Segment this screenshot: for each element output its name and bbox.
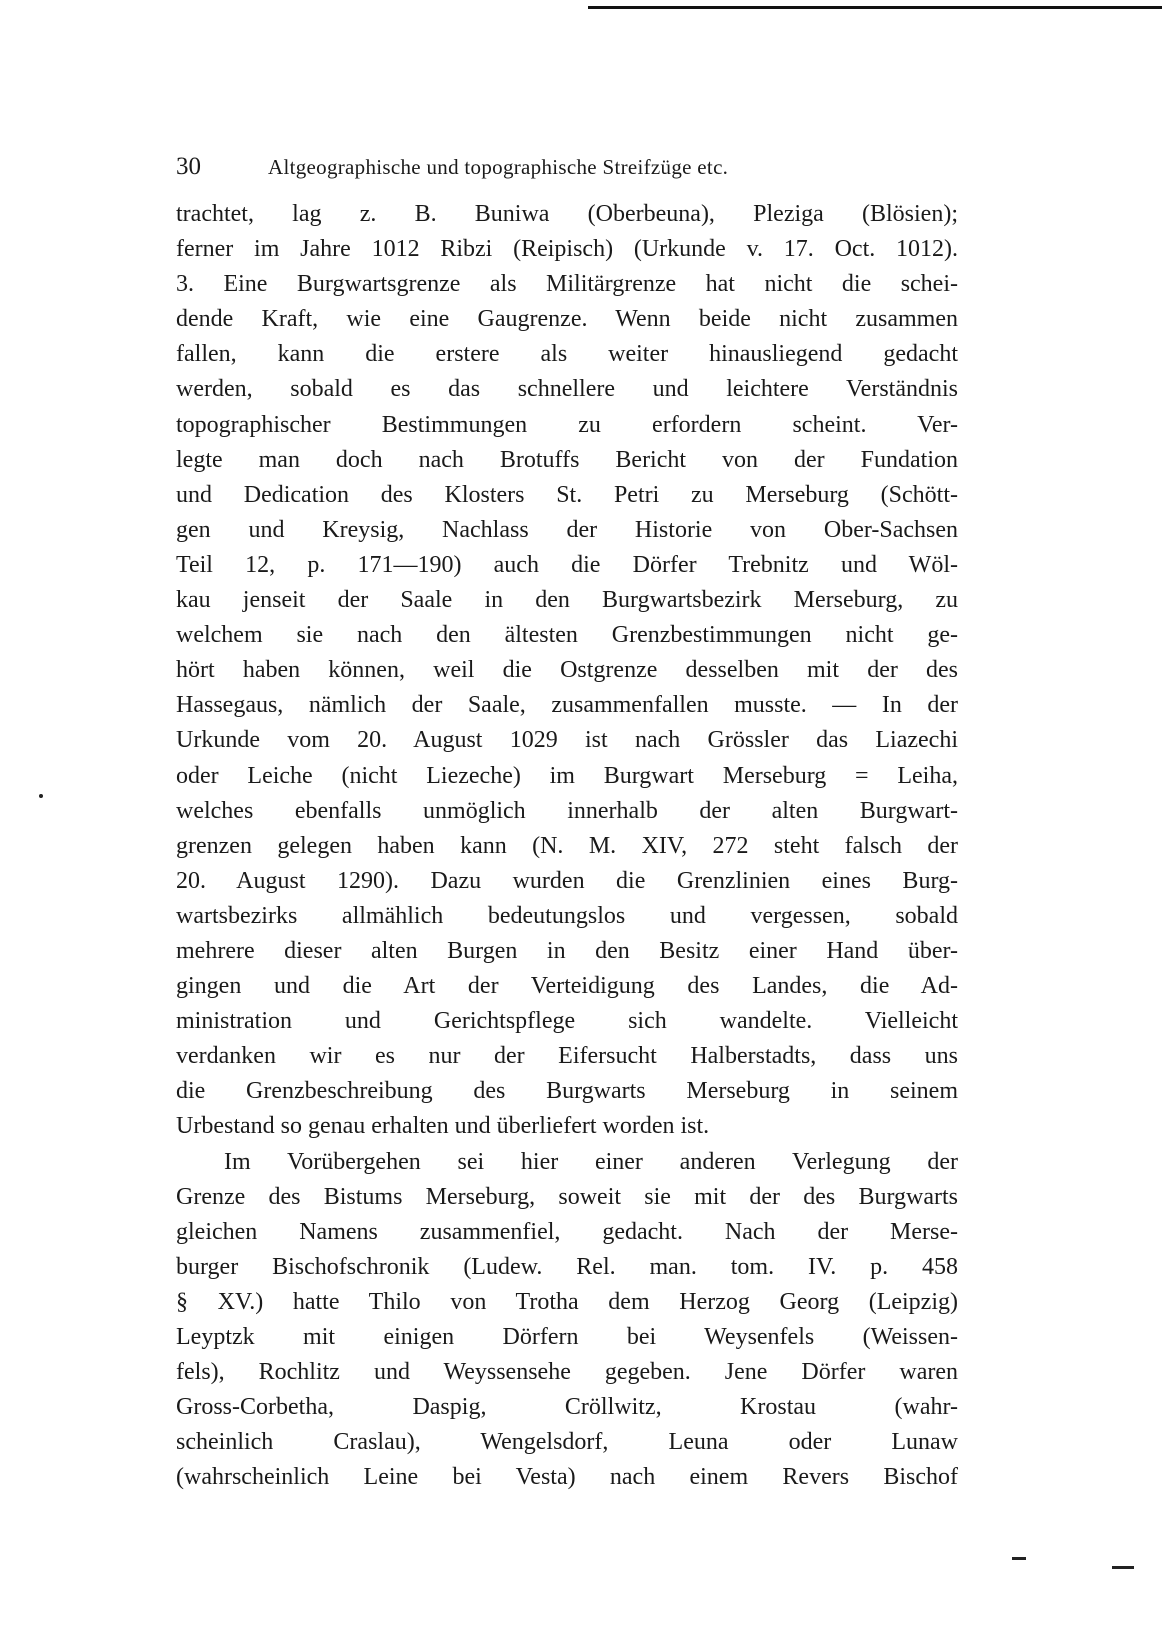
- text-line: verdanken wir es nur der Eifersucht Halberstadts, dass uns: [176, 1043, 958, 1070]
- text-line: Gross-Corbetha, Daspig, Cröllwitz, Krostau (wahr-: [176, 1394, 958, 1421]
- text-line: Teil 12, p. 171—190) auch die Dörfer Trebnitz und Wöl-: [176, 551, 958, 578]
- text-line: ministration und Gerichtspflege sich wandelte. Vielleicht: [176, 1008, 958, 1035]
- text-line: welches ebenfalls unmöglich innerhalb der alten Burgwart-: [176, 797, 958, 824]
- top-rule: [588, 6, 1162, 9]
- running-head: Altgeographische und topographische Streifzüge etc.: [268, 155, 729, 179]
- text-line: gen und Kreysig, Nachlass der Historie von Ober-Sachsen: [176, 516, 958, 543]
- text-line: gingen und die Art der Verteidigung des Landes, die Ad-: [176, 973, 958, 1000]
- text-line: Grenze des Bistums Merseburg, soweit sie mit der des Burgwarts: [176, 1183, 958, 1210]
- page-number: 30: [176, 153, 201, 180]
- text-line: (wahrscheinlich Leine bei Vesta) nach einem Revers Bischof: [176, 1464, 958, 1491]
- text-line: trachtet, lag z. B. Buniwa (Oberbeuna), Pleziga (Blösien);: [176, 201, 958, 227]
- text-line: und Dedication des Klosters St. Petri zu Merseburg (Schött-: [176, 481, 958, 508]
- text-line: 3. Eine Burgwartsgrenze als Militärgrenze hat nicht die schei-: [176, 271, 958, 298]
- text-line: Hassegaus, nämlich der Saale, zusammenfallen musste. — In der: [176, 692, 958, 719]
- scan-speck: [39, 794, 43, 798]
- text-line: werden, sobald es das schnellere und leichtere Verständnis: [176, 376, 958, 403]
- text-line: mehrere dieser alten Burgen in den Besitz einer Hand über-: [176, 937, 958, 964]
- text-line: die Grenzbeschreibung des Burgwarts Merseburg in seinem: [176, 1078, 958, 1105]
- text-line: topographischer Bestimmungen zu erfordern scheint. Ver-: [176, 411, 958, 438]
- text-line: scheinlich Craslau), Wengelsdorf, Leuna oder Lunaw: [176, 1429, 958, 1456]
- text-line: kau jenseit der Saale in den Burgwartsbezirk Merseburg, zu: [176, 587, 958, 614]
- text-line: wartsbezirks allmählich bedeutungslos und vergessen, sobald: [176, 902, 958, 929]
- body-text: [176, 197, 958, 1495]
- text-line: grenzen gelegen haben kann (N. M. XIV, 272 steht falsch der: [176, 832, 958, 859]
- text-line: hört haben können, weil die Ostgrenze desselben mit der des: [176, 657, 958, 684]
- text-line: dende Kraft, wie eine Gaugrenze. Wenn beide nicht zusammen: [176, 306, 958, 333]
- text-line: fallen, kann die erstere als weiter hinausliegend gedacht: [176, 341, 958, 368]
- scan-mark: [1112, 1566, 1134, 1569]
- page-header: [176, 149, 956, 185]
- text-line: Im Vorübergehen sei hier einer anderen Verlegung der: [224, 1148, 958, 1175]
- text-line: fels), Rochlitz und Weyssensehe gegeben. Jene Dörfer waren: [176, 1359, 958, 1386]
- text-line: Urkunde vom 20. August 1029 ist nach Grössler das Liazechi: [176, 727, 958, 754]
- text-line: Leyptzk mit einigen Dörfern bei Weysenfels (Weissen-: [176, 1324, 958, 1350]
- text-line: oder Leiche (nicht Liezeche) im Burgwart Merseburg = Leiha,: [176, 762, 958, 789]
- text-line: 20. August 1290). Dazu wurden die Grenzlinien eines Burg-: [176, 867, 958, 894]
- text-line: burger Bischofschronik (Ludew. Rel. man. tom. IV. p. 458: [176, 1253, 958, 1280]
- text-line: welchem sie nach den ältesten Grenzbestimmungen nicht ge-: [176, 622, 958, 649]
- text-line: Urbestand so genau erhalten und überliefert worden ist.: [176, 1113, 710, 1140]
- text-line: § XV.) hatte Thilo von Trotha dem Herzog Georg (Leipzig): [176, 1288, 958, 1315]
- text-line: ferner im Jahre 1012 Ribzi (Reipisch) (Urkunde v. 17. Oct. 1012).: [176, 236, 958, 263]
- text-line: legte man doch nach Brotuffs Bericht von der Fundation: [176, 446, 958, 473]
- text-line: gleichen Namens zusammenfiel, gedacht. Nach der Merse-: [176, 1218, 958, 1245]
- scan-mark: [1012, 1557, 1026, 1560]
